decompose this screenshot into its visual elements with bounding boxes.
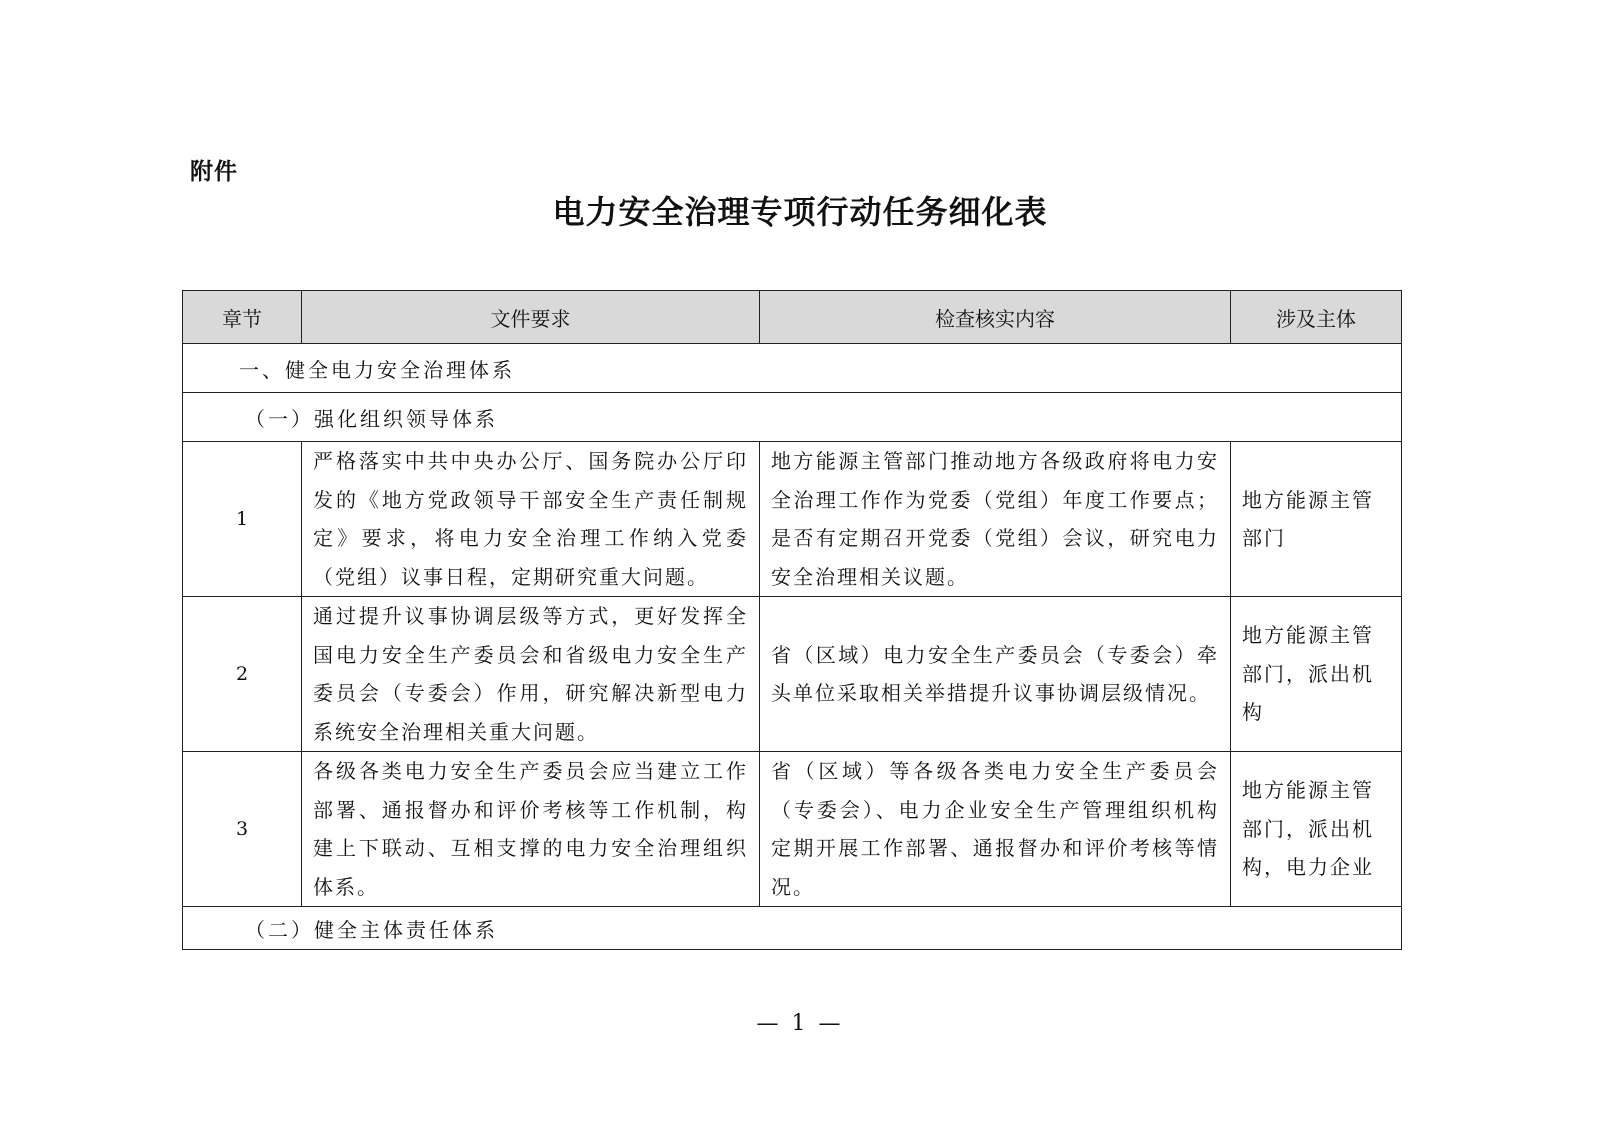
subject-cell: 地方能源主管部门，派出机构 xyxy=(1231,597,1402,752)
header-chapter: 章节 xyxy=(183,291,302,344)
table-header-row xyxy=(183,291,1402,344)
requirement-cell: 各级各类电力安全生产委员会应当建立工作部署、通报督办和评价考核等工作机制，构建上下联动、互相支撑的电力安全治理组织体系。 xyxy=(302,752,760,907)
subject-cell: 地方能源主管部门 xyxy=(1231,442,1402,597)
table-row xyxy=(183,442,1402,597)
subsection-heading: （一）强化组织领导体系 xyxy=(245,406,498,431)
row-number: 2 xyxy=(183,597,302,752)
table-row xyxy=(183,752,1402,907)
requirement-cell: 通过提升议事协调层级等方式，更好发挥全国电力安全生产委员会和省级电力安全生产委员会（专委会）作用，研究解决新型电力系统安全治理相关重大问题。 xyxy=(302,597,760,752)
row-number: 1 xyxy=(183,442,302,597)
row-number: 3 xyxy=(183,752,302,907)
check-cell: 地方能源主管部门推动地方各级政府将电力安全治理工作作为党委（党组）年度工作要点；是否有定期召开党委（党组）会议，研究电力安全治理相关议题。 xyxy=(760,442,1231,597)
page-number: — 1 — xyxy=(756,1011,844,1036)
subsection-heading: （二）健全主体责任体系 xyxy=(245,917,498,942)
section-row xyxy=(183,344,1402,393)
header-requirement: 文件要求 xyxy=(302,291,760,344)
check-cell: 省（区域）等各级各类电力安全生产委员会（专委会）、电力企业安全生产管理组织机构定期开展工作部署、通报督办和评价考核等情况。 xyxy=(760,752,1231,907)
subsection-row xyxy=(183,907,1402,950)
requirement-cell: 严格落实中共中央办公厅、国务院办公厅印发的《地方党政领导干部安全生产责任制规定》要求，将电力安全治理工作纳入党委（党组）议事日程，定期研究重大问题。 xyxy=(302,442,760,597)
page-title: 电力安全治理专项行动任务细化表 xyxy=(552,193,1048,231)
check-cell: 省（区域）电力安全生产委员会（专委会）牵头单位采取相关举措提升议事协调层级情况。 xyxy=(760,597,1231,752)
subsection-row xyxy=(183,393,1402,442)
header-subject: 涉及主体 xyxy=(1231,291,1402,344)
section-heading: 一、健全电力安全治理体系 xyxy=(239,357,515,382)
attachment-label: 附件 xyxy=(190,159,238,185)
table-row xyxy=(183,597,1402,752)
subject-cell: 地方能源主管部门，派出机构，电力企业 xyxy=(1231,752,1402,907)
task-table xyxy=(182,290,1402,950)
header-check: 检查核实内容 xyxy=(760,291,1231,344)
